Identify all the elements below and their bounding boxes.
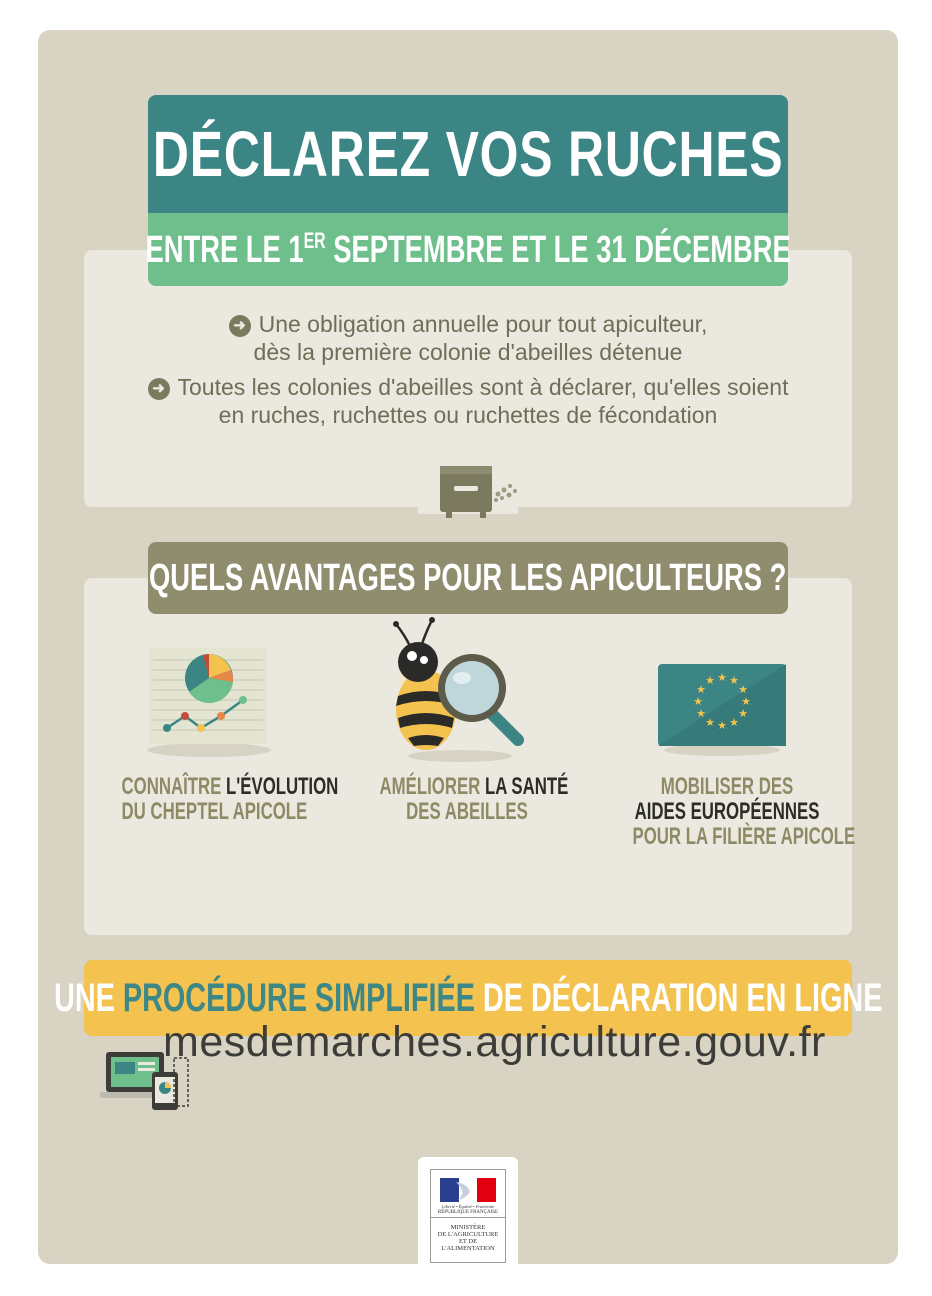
date-sup: ER [303,227,326,253]
logo-ministry-line2: DE L'AGRICULTURE [437,1231,499,1238]
advantage-caption-3 [592,774,862,849]
advantages-panel [84,578,856,935]
svg-text:★: ★ [717,671,727,684]
arrow-right-circle-icon: ➜ [148,378,170,400]
advantage-2-part1: AMÉLIORER [379,773,485,800]
advantage-2-line1 [379,773,569,800]
title-banner [148,95,788,213]
svg-text:★: ★ [717,719,727,732]
advantage-1-part2: L'ÉVOLUTION [226,773,339,800]
svg-text:★: ★ [705,674,715,687]
advantage-1-line1 [121,773,339,800]
info-bullet-2 [84,373,852,429]
svg-text:★: ★ [738,683,748,696]
hive-tab [418,444,518,514]
advantage-1-part1: CONNAÎTRE [121,773,227,800]
logo-ministry-line4: L'ALIMENTATION [441,1245,495,1252]
advantage-3-line1: MOBILISER DES [660,773,794,800]
advantage-2-part2: LA SANTÉ [484,773,569,800]
date-banner [145,213,791,286]
advantage-3-line2: AIDES EUROPÉENNES [634,798,820,825]
svg-text:★: ★ [729,674,739,687]
bullet2-line1: Toutes les colonies d'abeilles sont à déclarer, qu'elles soient [177,374,789,400]
bee-magnifier-icon [380,616,540,766]
page-title: DÉCLAREZ VOS RUCHES [152,118,784,190]
ministry-logo [418,1157,518,1265]
eu-flag-icon [654,660,790,756]
logo-ministry-line3: ET DE [458,1238,478,1245]
marianne-flag-icon [440,1178,496,1202]
svg-text:★: ★ [693,695,703,708]
advantage-caption-1 [84,773,339,825]
svg-text:★: ★ [729,716,739,729]
procedure-text [54,976,882,1021]
chart-icon [139,644,279,759]
procedure-part1: UNE [53,975,123,1020]
info-bullet-1 [84,310,852,366]
date-suffix: SEPTEMBRE ET LE 31 DÉCEMBRE [325,228,791,271]
svg-text:★: ★ [738,707,748,720]
website-link[interactable]: mesdemarches.agriculture.gouv.fr [163,1018,826,1066]
bullet1-line2: dès la première colonie d'abeilles détenue [253,339,683,365]
svg-text:★: ★ [696,683,706,696]
advantage-caption-2 [342,774,592,824]
advantage-1-line2: DU CHEPTEL APICOLE [121,798,308,825]
logo-republic: RÉPUBLIQUE FRANÇAISE [437,1210,499,1215]
procedure-part2: PROCÉDURE SIMPLIFIÉE [122,975,475,1020]
advantage-2-line2: DES ABEILLES [406,798,528,825]
date-range [145,228,790,272]
arrow-right-circle-icon: ➜ [229,315,251,337]
date-prefix: ENTRE LE 1 [145,228,304,271]
svg-text:★: ★ [741,695,751,708]
advantage-3-line3: POUR LA FILIÈRE APICOLE [632,823,856,850]
logo-divider [431,1217,505,1218]
ministry-logo-frame [430,1169,506,1263]
svg-text:★: ★ [696,707,706,720]
advantages-title: QUELS AVANTAGES POUR LES APICULTEURS ? [149,556,787,599]
beehive-icon [418,444,518,524]
logo-motto: Liberté • Égalité • Fraternité [441,1204,495,1209]
bullet1-line1: Une obligation annuelle pour tout apiculteur, [258,311,708,337]
advantages-title-banner [148,542,788,614]
svg-text:★: ★ [705,716,715,729]
procedure-part3: DE DÉCLARATION EN LIGNE [474,975,883,1020]
logo-ministry-line1: MINISTÈRE [450,1224,486,1231]
bullet2-line2: en ruches, ruchettes ou ruchettes de fécondation [218,402,718,428]
